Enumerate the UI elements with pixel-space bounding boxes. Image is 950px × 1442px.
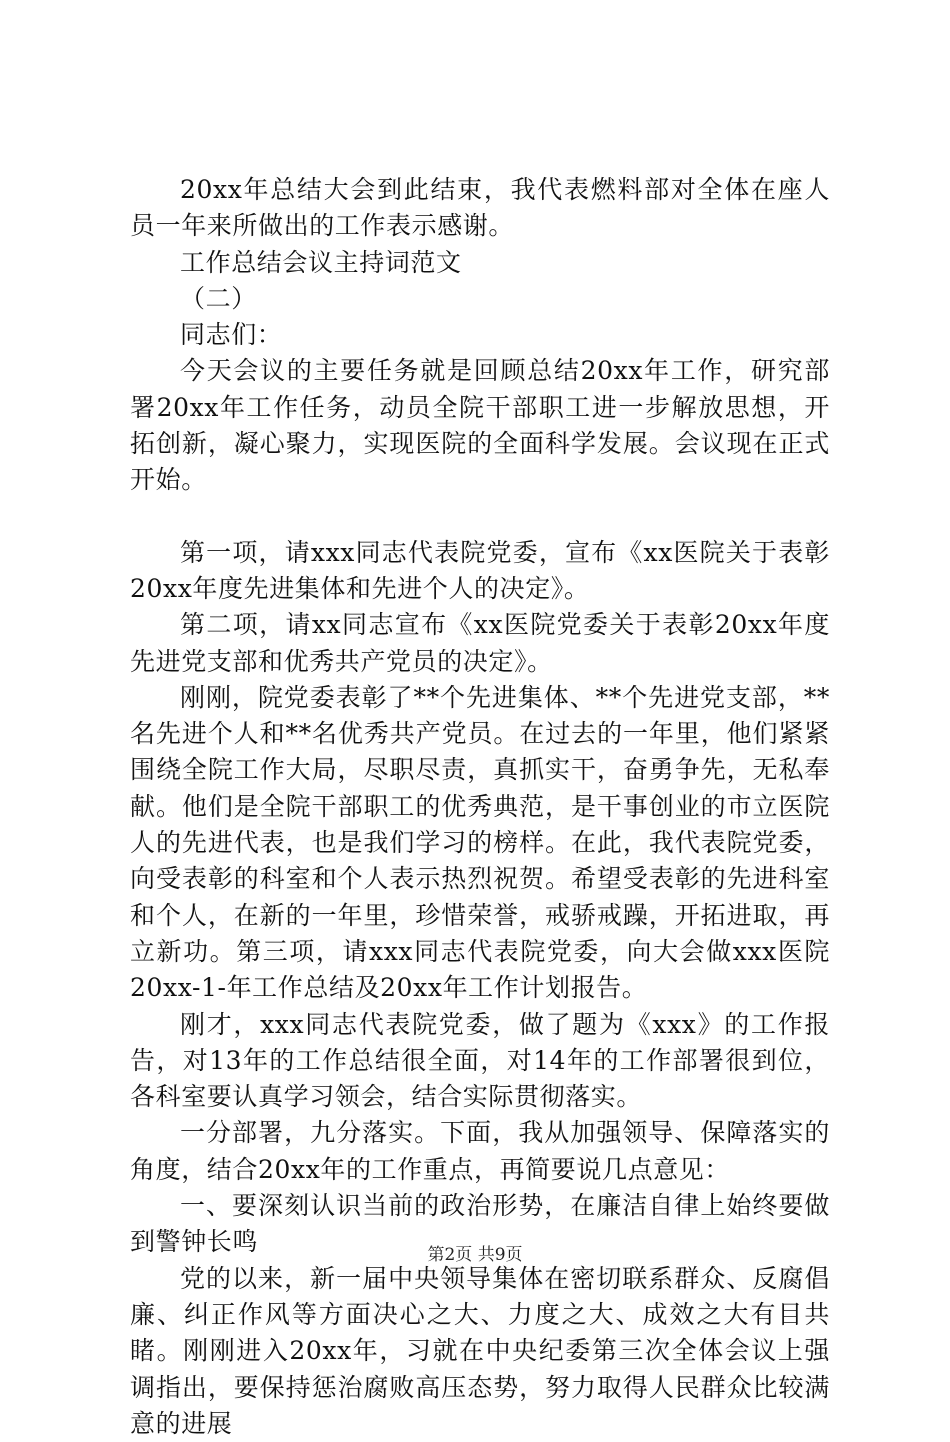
paragraph-point-one-body: 党的以来，新一届中央领导集体在密切联系群众、反腐倡廉、纠正作风等方面决心之大、力度之大、成效之大有目共睹。刚刚进入20xx年，习就在中央纪委第三次全体会议上强调指出，要保持惩治腐败高压态势，努力取得人民群众比较满意的进展 [130,1263,830,1438]
paragraph-meeting-opening: 今天会议的主要任务就是回顾总结20xx年工作，研究部署20xx年工作任务，动员全院干部职工进一步解放思想，开拓创新，凝心聚力，实现医院的全面科学发展。会议现在正式开始。 [130,356,830,495]
paragraph-section-title: 工作总结会议主持词范文 [180,247,462,277]
paragraph-item-two: 第二项，请xx同志宣布《xx医院党委关于表彰20xx年度先进党支部和优秀共产党员的决定》。 [130,610,830,676]
paragraph-point-one-heading: 一、要深刻认识当前的政治形势，在廉洁自律上始终要做到警钟长鸣 [130,1191,830,1257]
paragraph-deployment: 一分部署，九分落实。下面，我从加强领导、保障落实的角度，结合20xx年的工作重点，再简要说几点意见： [130,1118,830,1184]
page-footer [0,1244,950,1266]
paragraph-salutation: 同志们： [180,320,283,350]
paragraph-item-one: 第一项，请xxx同志代表院党委，宣布《xx医院关于表彰20xx年度先进集体和先进个人的决定》。 [130,537,830,603]
paragraph-closing-thanks: 20xx年总结大会到此结束，我代表燃料部对全体在座人员一年来所做出的工作表示感谢。 [130,175,830,241]
paragraph-commendation: 刚刚，院党委表彰了**个先进集体、**个先进党支部，**名先进个人和**名优秀共产党员。在过去的一年里，他们紧紧围绕全院工作大局，尽职尽责，真抓实干，奋勇争先，无私奉献。他们是全院干部职工的优秀典范，是干事创业的市立医院人的先进代表，也是我们学习的榜样。在此，我代表院党委，向受表彰的科室和个人表示热烈祝贺。希望受表彰的先进科室和个人，在新的一年里，珍惜荣誉，戒骄戒躁，开拓进取，再立新功。第三项，请xxx同志代表院党委，向大会做xxx医院20xx-1-年工作总结及20xx年工作计划报告。 [130,682,830,1003]
page-number-label: 第2页 共9页 [427,1245,523,1265]
paragraph-section-number: （二） [180,283,257,313]
paragraph-work-report: 刚才，xxx同志代表院党委，做了题为《xxx》的工作报告，对13年的工作总结很全面，对14年的工作部署很到位，各科室要认真学习领会，结合实际贯彻落实。 [130,1009,830,1112]
